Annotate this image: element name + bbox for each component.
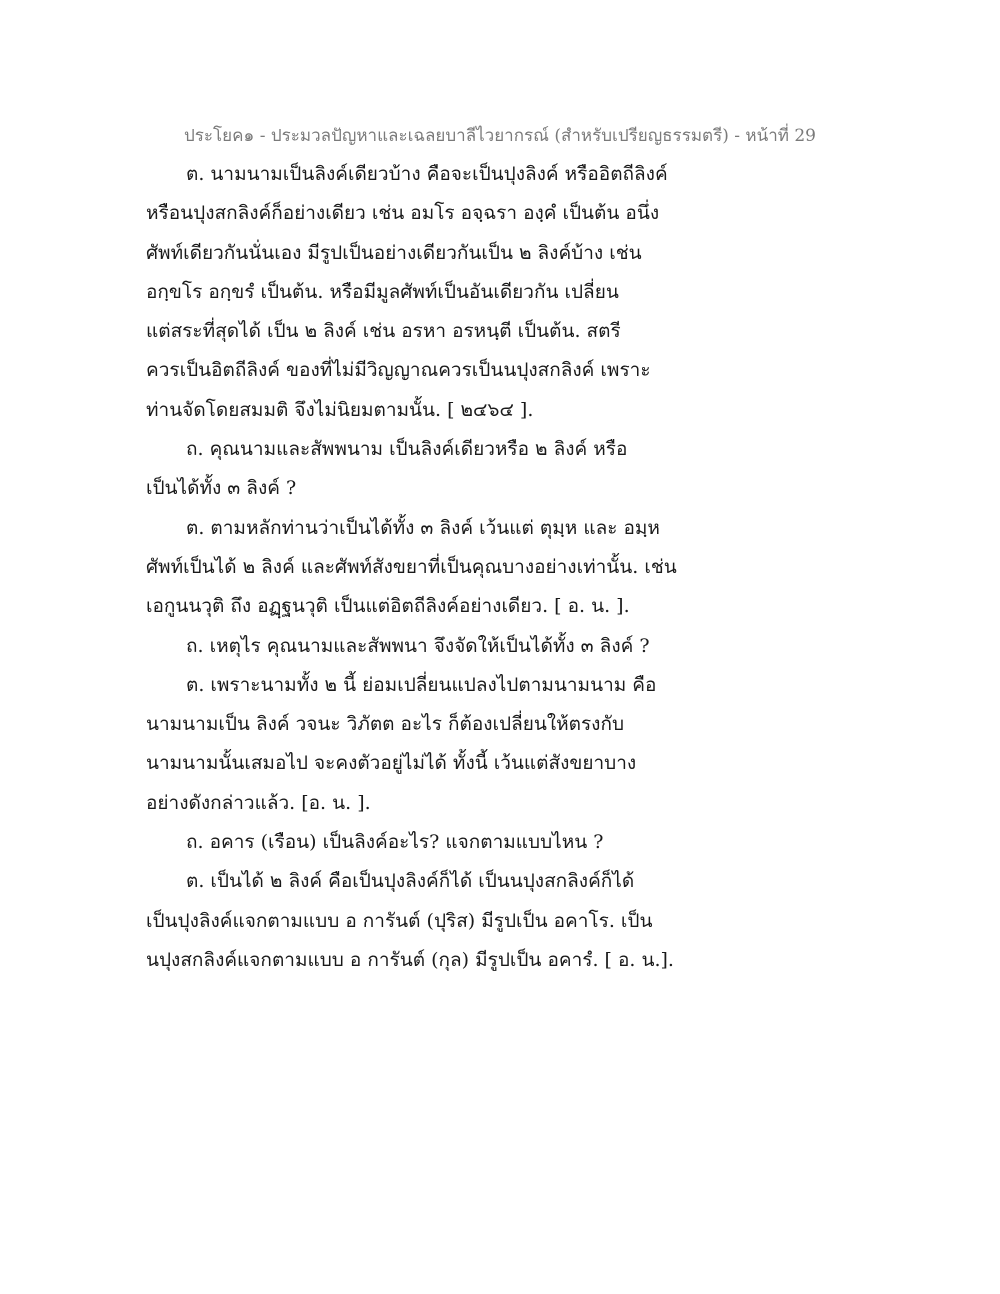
text-line: ต. ตามหลักท่านว่าเป็นได้ทั้ง ๓ ลิงค์ เว้นแต่ ตุมฺห และ อมฺห xyxy=(186,516,660,539)
text-line: ถ. คุณนามและสัพพนาม เป็นลิงค์เดียวหรือ ๒ ลิงค์ หรือ xyxy=(186,438,628,461)
page-header: ประโยค๑ - ประมวลปัญหาและเฉลยบาลีไวยากรณ์ (สำหรับเปรียญธรรมตรี) - หน้าที่ 29 xyxy=(183,126,816,146)
text-line: ควรเป็นอิตถีลิงค์ ของที่ไม่มีวิญญาณควรเป็นนปุงสกลิงค์ เพราะ xyxy=(146,359,651,382)
text-line: แต่สระที่สุดได้ เป็น ๒ ลิงค์ เช่น อรหา อรหนฺตี เป็นต้น. สตรี xyxy=(146,320,621,343)
text-line: เป็นปุงลิงค์แจกตามแบบ อ การันต์ (ปุริส) มีรูปเป็น อคาโร. เป็น xyxy=(146,909,653,932)
text-line: ต. นามนามเป็นลิงค์เดียวบ้าง คือจะเป็นปุงลิงค์ หรืออิตถีลิงค์ xyxy=(186,163,668,185)
text-line: ต. เป็นได้ ๒ ลิงค์ คือเป็นปุงลิงค์ก็ได้ เป็นนปุงสกลิงค์ก็ได้ xyxy=(186,870,635,893)
text-line: ถ. อคาร (เรือน) เป็นลิงค์อะไร? แจกตามแบบไหน ? xyxy=(186,831,604,854)
text-line: เป็นได้ทั้ง ๓ ลิงค์ ? xyxy=(146,477,297,500)
text-line: อกฺขโร อกฺขรํ เป็นต้น. หรือมีมูลศัพท์เป็นอันเดียวกัน เปลี่ยน xyxy=(146,280,619,303)
text-line: นามนามนั้นเสมอไป จะคงตัวอยู่ไม่ได้ ทั้งนี้ เว้นแต่สังขยาบาง xyxy=(146,752,637,775)
text-line: เอกูนนวุติ ถึง อฏฺฐนวุติ เป็นแต่อิตถีลิงค์อย่างเดียว. [ อ. น. ]. xyxy=(146,595,630,618)
text-line: นปุงสกลิงค์แจกตามแบบ อ การันต์ (กุล) มีรูปเป็น อคารํ. [ อ. น.]. xyxy=(146,948,674,971)
text-line: ศัพท์เดียวกันนั่นเอง มีรูปเป็นอย่างเดียวกันเป็น ๒ ลิงค์บ้าง เช่น xyxy=(146,241,642,264)
text-line: ถ. เหตุไร คุณนามและสัพพนา จึงจัดให้เป็นได้ทั้ง ๓ ลิงค์ ? xyxy=(186,634,650,657)
text-line: อย่างดังกล่าวแล้ว. [อ. น. ]. xyxy=(146,791,371,814)
body-text xyxy=(146,155,706,980)
text-line: นามนามเป็น ลิงค์ วจนะ วิภัตต อะไร ก็ต้องเปลี่ยนให้ตรงกับ xyxy=(146,713,625,736)
text-line: ท่านจัดโดยสมมติ จึงไม่นิยมตามนั้น. [ ๒๔๖๔ ]. xyxy=(146,398,534,421)
text-line: หรือนปุงสกลิงค์ก็อย่างเดียว เช่น อมโร อจฺฉรา องฺคํ เป็นต้น อนึ่ง xyxy=(146,202,660,225)
text-line: ศัพท์เป็นได้ ๒ ลิงค์ และศัพท์สังขยาที่เป็นคุณบางอย่างเท่านั้น. เช่น xyxy=(146,555,677,578)
text-line: ต. เพราะนามทั้ง ๒ นี้ ย่อมเปลี่ยนแปลงไปตามนามนาม คือ xyxy=(186,673,657,696)
